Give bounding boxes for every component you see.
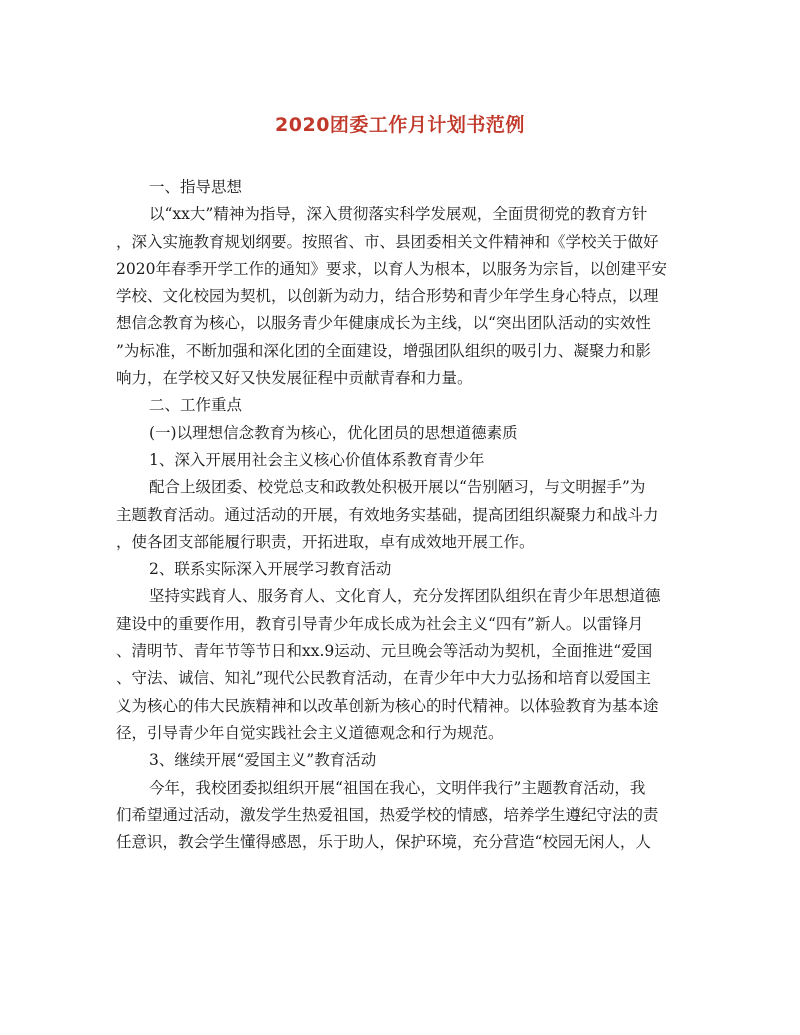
text-line: 主题教育活动。通过活动的开展，有效地务实基础，提高团组织凝聚力和战斗力	[116, 505, 659, 524]
text-line: 、清明节、青年节等节日和xx.9运动、元旦晚会等活动为契机，全面推进“爱国	[116, 642, 653, 661]
text-line: 径，引导青少年自觉实践社会主义道德观念和行为规范。	[116, 723, 504, 742]
text-line: 一、指导思想	[149, 178, 243, 196]
text-line: 任意识，教会学生懂得感恩，乐于助人，保护环境，充分营造“校园无闲人，人	[116, 833, 651, 852]
text-line: 今年，我校团委拟组织开展“祖国在我心，文明伴我行”主题教育活动，我	[149, 778, 646, 797]
text-line: 二、工作重点	[149, 396, 243, 415]
text-line: ”为标准，不断加强和深化团的全面建设，增强团队组织的吸引力、凝聚力和影	[116, 341, 651, 360]
text-line: 配合上级团委、校党总支和政教处积极开展以“告别陋习，与文明握手”为	[149, 478, 646, 497]
text-line: 响力，在学校又好又快发展征程中贡献青春和力量。	[116, 369, 473, 388]
text-line: 义为核心的伟大民族精神和以改革创新为核心的时代精神。以体验教育为基本途	[116, 696, 659, 715]
text-line: 建设中的重要作用，教育引导青少年成长成为社会主义“四有”新人。以雷锋月	[116, 614, 644, 633]
document-body	[116, 174, 688, 856]
text-line: 3、继续开展“爱国主义”教育活动	[149, 751, 377, 770]
text-line: 2、联系实际深入开展学习教育活动	[149, 560, 392, 579]
text-line: 、守法、诚信、知礼”现代公民教育活动，在青少年中大力弘扬和培育以爱国主	[116, 669, 651, 688]
text-line: 学校、文化校园为契机，以创新为动力，结合形势和青少年学生身心特点，以理	[116, 287, 659, 306]
text-line: ，使各团支部能履行职责，开拓进取，卓有成效地开展工作。	[116, 532, 535, 551]
text-line: 以“xx大”精神为指导，深入贯彻落实科学发展观，全面贯彻党的教育方针	[149, 205, 648, 224]
text-line: ，深入实施教育规划纲要。按照省、市、县团委相关文件精神和《学校关于做好	[116, 232, 659, 251]
text-line: 想信念教育为核心，以服务青少年健康成长为主线，以“突出团队活动的实效性	[116, 314, 651, 333]
text-line: 1、深入开展用社会主义核心价值体系教育青少年	[149, 450, 485, 469]
text-line: 坚持实践育人、服务育人、文化育人，充分发挥团队组织在青少年思想道德	[149, 587, 661, 606]
text-line: 们希望通过活动，激发学生热爱祖国，热爱学校的情感，培养学生遵纪守法的责	[116, 805, 659, 824]
text-line: (一)以理想信念教育为核心，优化团员的思想道德素质	[149, 423, 518, 442]
document-title: 2020团委工作月计划书范例	[275, 114, 525, 136]
text-line: 2020年春季开学工作的通知》要求，以育人为根本，以服务为宗旨，以创建平安	[116, 259, 667, 278]
